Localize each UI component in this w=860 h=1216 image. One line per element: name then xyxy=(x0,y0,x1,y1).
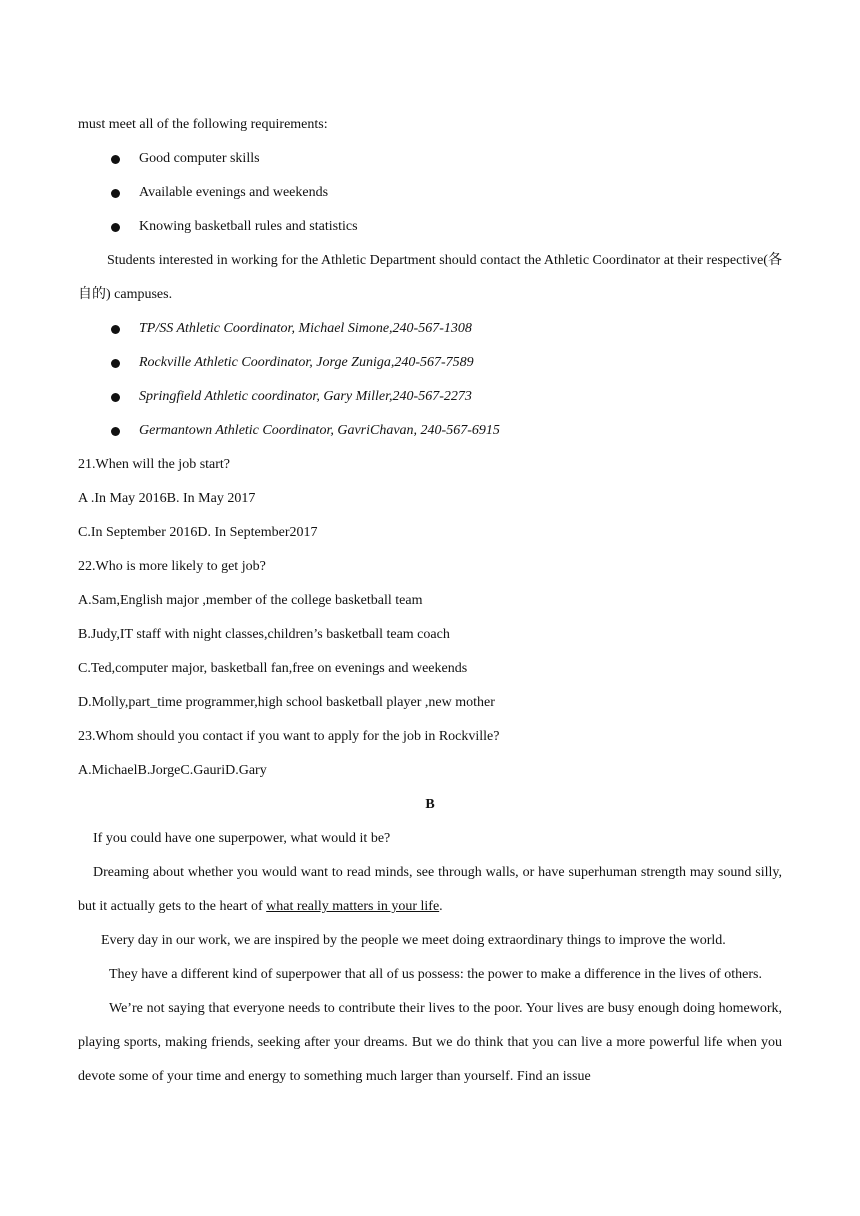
bullet-icon xyxy=(111,155,120,164)
requirement-text: Good computer skills xyxy=(139,151,260,166)
requirement-text: Available evenings and weekends xyxy=(139,185,329,200)
coordinator-text: Springfield Athletic coordinator, Gary Miller,240-567-2273 xyxy=(139,389,472,404)
passage-text: . xyxy=(439,899,443,914)
question-23: 23.Whom should you contact if you want to apply for the job in Rockville? xyxy=(78,729,500,744)
question-21-options-ab: A .In May 2016B. In May 2017 xyxy=(78,491,256,506)
requirement-item xyxy=(78,176,782,210)
intro-line: must meet all of the following requirements: xyxy=(78,117,328,132)
bullet-icon xyxy=(111,189,120,198)
bullet-icon xyxy=(111,359,120,368)
passage-paragraph-3: Every day in our work, we are inspired by the people we meet doing extraordinary things to improve the world. xyxy=(101,933,726,948)
passage-paragraph-4: They have a different kind of superpower that all of us possess: the power to make a difference in the lives of others. xyxy=(109,967,763,982)
coordinator-text: TP/SS Athletic Coordinator, Michael Simone,240-567-1308 xyxy=(139,321,472,336)
question-22-option-d: D.Molly,part_time programmer,high school basketball player ,new mother xyxy=(78,695,495,710)
coordinator-item xyxy=(78,414,782,448)
bullet-icon xyxy=(111,325,120,334)
question-23-options: A.MichaelB.JorgeC.GauriD.Gary xyxy=(78,763,267,778)
question-22-option-c: C.Ted,computer major, basketball fan,free on evenings and weekends xyxy=(78,661,468,676)
requirement-item xyxy=(78,142,782,176)
coordinator-text: Germantown Athletic Coordinator, GavriChavan, 240-567-6915 xyxy=(139,423,500,438)
question-21-options-cd: C.In September 2016D. In September2017 xyxy=(78,525,318,540)
coordinator-text: Rockville Athletic Coordinator, Jorge Zuniga,240-567-7589 xyxy=(139,355,474,370)
coordinator-item xyxy=(78,380,782,414)
bullet-icon xyxy=(111,393,120,402)
question-21: 21.When will the job start? xyxy=(78,457,231,472)
coordinator-item xyxy=(78,312,782,346)
passage-text: Dreaming about whether you would want to read minds, see through walls, or have superhuman strength may sound silly, but it actually gets to the heart of xyxy=(78,865,782,914)
passage-paragraph-5: We’re not saying that everyone needs to contribute their lives to the poor. Your lives are busy enough doing homework, playing sports, making friends, seeking after your dreams. But we do think that you can live a more powerful life when you devote some of your time and energy to something much larger than yourself. Find an issue xyxy=(78,1001,782,1084)
coordinator-item xyxy=(78,346,782,380)
passage-paragraph-1: If you could have one superpower, what would it be? xyxy=(93,831,391,846)
document-page xyxy=(78,108,782,1094)
question-22-option-b: B.Judy,IT staff with night classes,children’s basketball team coach xyxy=(78,627,450,642)
section-heading: B xyxy=(425,797,435,812)
underlined-phrase: what really matters in your life xyxy=(266,899,440,914)
requirement-item xyxy=(78,210,782,244)
bullet-icon xyxy=(111,427,120,436)
question-22-option-a: A.Sam,English major ,member of the college basketball team xyxy=(78,593,423,608)
passage-paragraph-2 xyxy=(78,856,782,924)
question-22: 22.Who is more likely to get job? xyxy=(78,559,266,574)
requirement-text: Knowing basketball rules and statistics xyxy=(139,219,358,234)
contact-paragraph: Students interested in working for the Athletic Department should contact the Athletic Coordinator at their respective(各自的) campuses. xyxy=(78,253,782,302)
bullet-icon xyxy=(111,223,120,232)
